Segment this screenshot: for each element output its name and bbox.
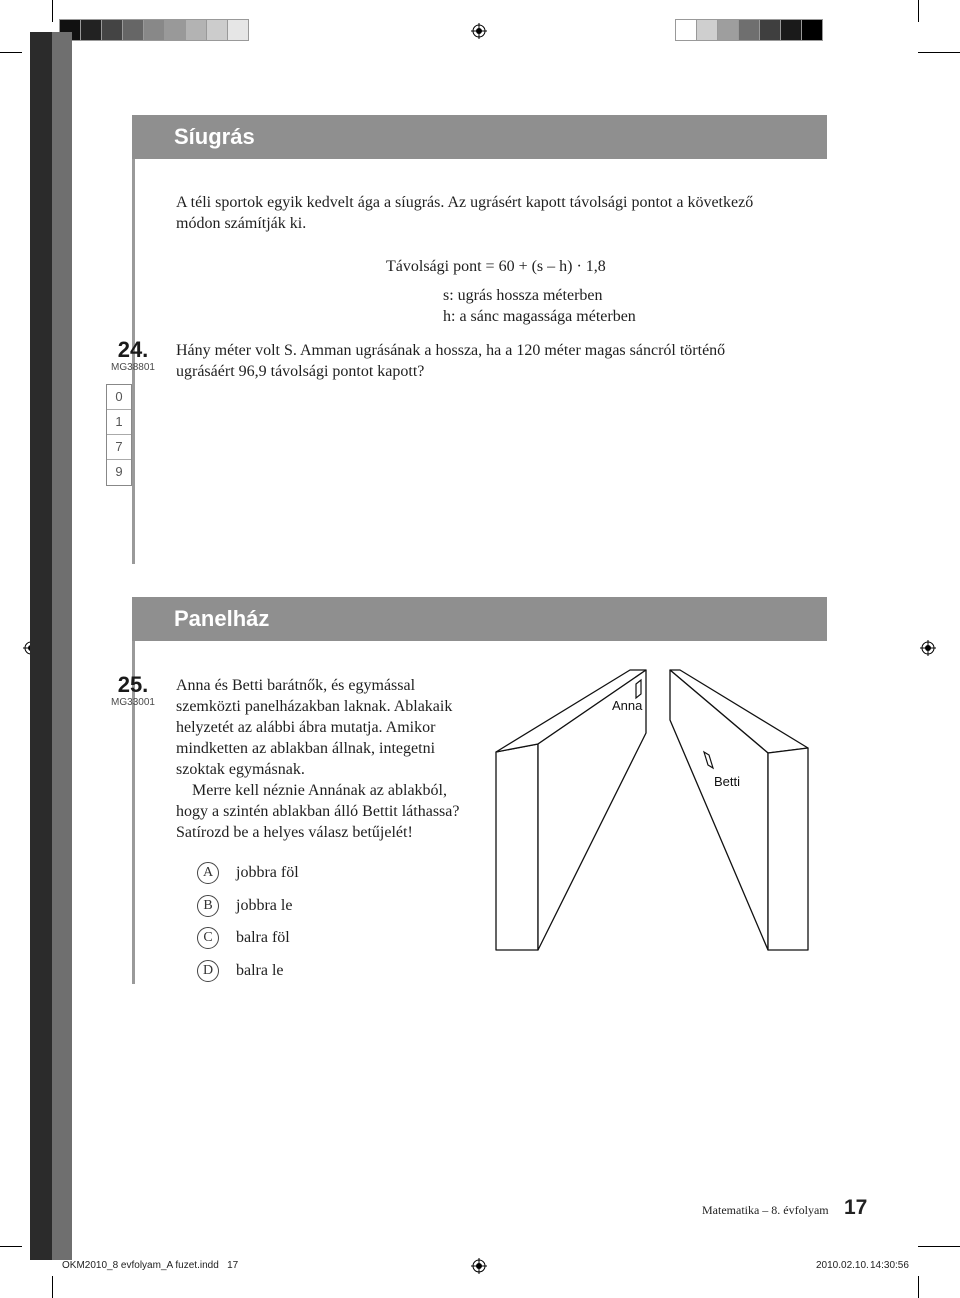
option-d-label: balra le xyxy=(236,962,284,979)
color-swatch xyxy=(228,20,248,40)
score-code: 9 xyxy=(115,464,123,479)
registration-mark-icon xyxy=(471,1258,487,1274)
crop-mark xyxy=(52,1276,53,1298)
color-swatch xyxy=(802,20,822,40)
score-box xyxy=(106,384,132,486)
crop-mark xyxy=(52,0,53,22)
color-swatch xyxy=(186,20,206,40)
color-swatch xyxy=(144,20,164,40)
section-title: Panelház xyxy=(174,606,270,631)
crop-mark xyxy=(918,1246,960,1247)
color-swatch xyxy=(697,20,717,40)
formula: Távolsági pont = 60 + (s – h) · 1,8 xyxy=(386,258,606,275)
question-text-line: Anna és Betti barátnők, és egymással xyxy=(176,677,416,694)
option-c-bubble[interactable]: C xyxy=(197,927,219,949)
slug-time: 14:30:56 xyxy=(870,1260,909,1271)
question-code: MG33001 xyxy=(111,697,155,708)
slug-date: 2010.02.10. xyxy=(816,1260,869,1271)
label-anna: Anna xyxy=(612,698,643,713)
color-swatch xyxy=(781,20,801,40)
intro-text-line: A téli sportok egyik kedvelt ága a síugrás. Az ugrásért kapott távolsági pontot a következő xyxy=(176,194,754,211)
section-header-siugras xyxy=(132,115,827,159)
score-code: 7 xyxy=(107,435,131,460)
color-swatch xyxy=(676,20,696,40)
crop-mark xyxy=(0,52,22,53)
slug-filename: OKM2010_8 evfolyam_A fuzet.indd 17 xyxy=(62,1260,239,1271)
crop-mark xyxy=(918,52,960,53)
question-number: 24. xyxy=(117,337,149,362)
question-text-line: Satírozd be a helyes válasz betűjelét! xyxy=(176,824,413,841)
color-swatch xyxy=(207,20,227,40)
question-text-line: helyzetét az alábbi ábra mutatja. Amikor xyxy=(176,719,436,736)
crop-mark xyxy=(0,1246,22,1247)
color-swatch xyxy=(102,20,122,40)
anna-window-icon xyxy=(636,680,641,698)
margin-bar-dark xyxy=(30,32,52,1260)
footer-subject: Matematika – 8. évfolyam xyxy=(702,1203,829,1217)
question-text-line: szemközti panelházakban laknak. Ablakaik xyxy=(176,698,453,715)
option-a-label: jobbra föl xyxy=(236,864,299,881)
option-b-label: jobbra le xyxy=(236,897,293,914)
intro-text-line: módon számítják ki. xyxy=(176,215,307,232)
label-betti: Betti xyxy=(714,774,741,789)
score-code: 1 xyxy=(107,410,131,435)
question-text-line: Merre kell néznie Annának az ablakból, xyxy=(192,782,447,799)
question-text-line: mindketten az ablakban állnak, integetni xyxy=(176,740,436,757)
color-swatch xyxy=(760,20,780,40)
crop-mark xyxy=(918,0,919,22)
registration-mark-icon xyxy=(920,640,936,656)
definition-s: s: ugrás hossza méterben xyxy=(443,287,603,304)
question-code: MG38801 xyxy=(111,362,155,373)
color-swatch xyxy=(718,20,738,40)
page-number: 17 xyxy=(844,1196,868,1219)
registration-mark-icon xyxy=(471,23,487,39)
option-a-bubble[interactable]: A xyxy=(197,862,219,884)
question-text-line: hogy a szintén ablakban álló Bettit láthassa? xyxy=(176,803,460,820)
color-swatch xyxy=(739,20,759,40)
definition-h: h: a sánc magassága méterben xyxy=(443,308,636,325)
question-text-line: ugrásáért 96,9 távolsági pontot kapott? xyxy=(176,363,425,380)
option-c-label: balra föl xyxy=(236,929,290,946)
option-d-bubble[interactable]: D xyxy=(197,960,219,982)
color-swatch xyxy=(165,20,185,40)
panel-buildings-figure xyxy=(490,665,830,955)
score-code: 0 xyxy=(107,385,131,410)
crop-mark xyxy=(918,1276,919,1298)
section-header-panelhaz xyxy=(132,597,827,641)
color-swatch xyxy=(81,20,101,40)
question-number: 25. xyxy=(117,672,149,697)
building-betti-side xyxy=(670,670,768,950)
section-title: Síugrás xyxy=(174,124,255,149)
building-betti-front xyxy=(768,748,808,950)
building-anna-front xyxy=(496,744,538,950)
option-b-bubble[interactable]: B xyxy=(197,895,219,917)
question-text-line: szoktak egymásnak. xyxy=(176,761,305,778)
margin-bar-light xyxy=(52,32,72,1260)
question-text-line: Hány méter volt S. Amman ugrásának a hossza, ha a 120 méter magas sáncról történő xyxy=(176,342,726,359)
color-swatch xyxy=(123,20,143,40)
